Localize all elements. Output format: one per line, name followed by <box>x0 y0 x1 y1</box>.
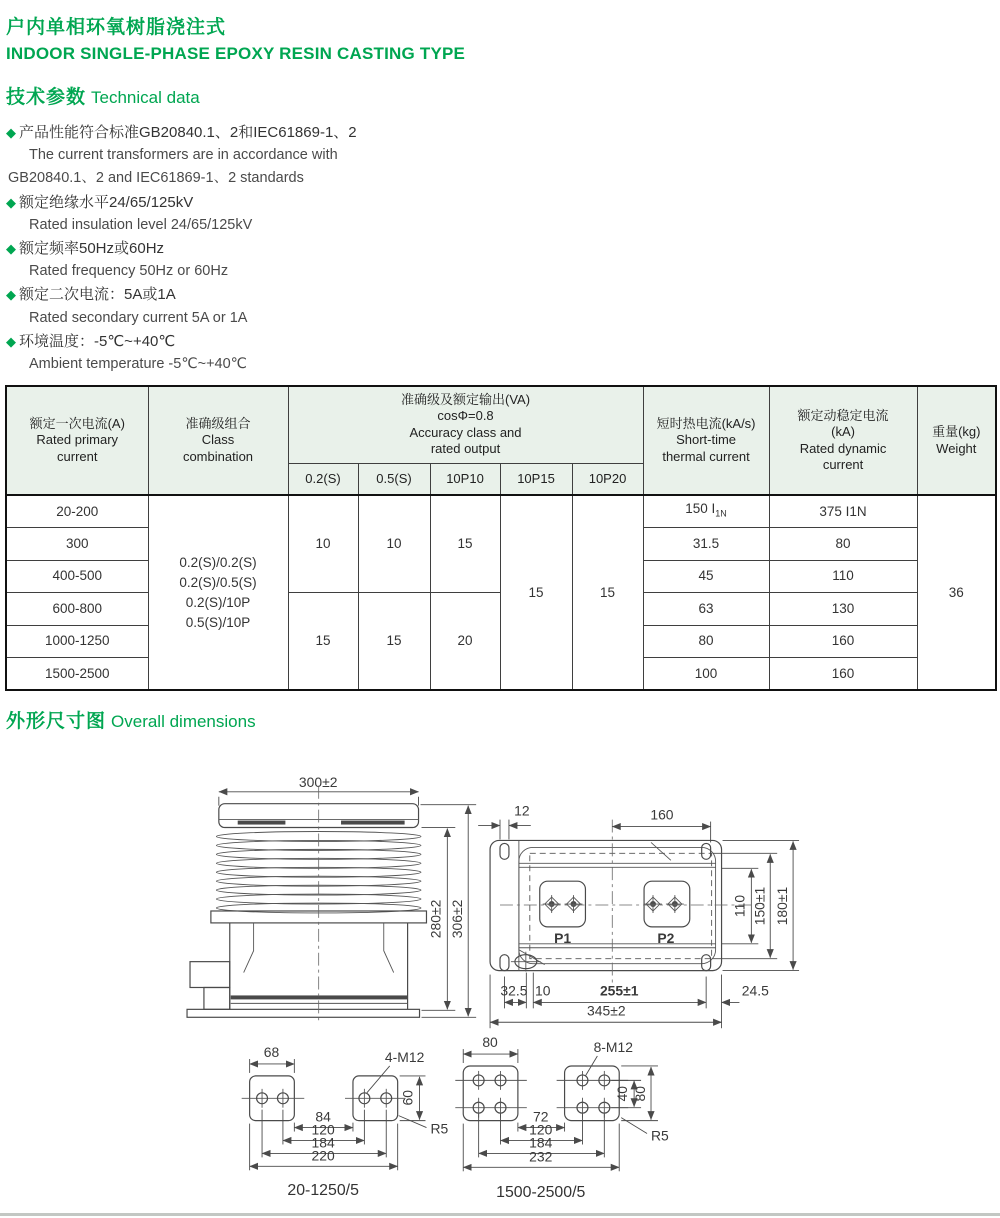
header-class-10p10: 10P10 <box>430 463 500 495</box>
header-line: 额定一次电流(A) <box>29 415 125 431</box>
bullet-standards-en-2: GB20840.1、2 and IEC61869-1、2 standards <box>8 170 304 187</box>
value-subscript: 1N <box>715 508 727 519</box>
diamond-bullet-icon: ◆ <box>6 125 16 140</box>
page-header <box>6 12 465 64</box>
dim-label-80-top: 80 <box>482 1034 498 1051</box>
radius-label-r5: R5 <box>430 1120 449 1137</box>
terminal-detail-large-drawing <box>455 1034 669 1201</box>
header-line: Weight <box>936 440 977 456</box>
cell-dynamic: 130 <box>769 593 917 626</box>
page-bottom-divider <box>0 1213 1000 1216</box>
header-line: current <box>822 457 864 472</box>
dim-label-184: 184 <box>529 1134 553 1151</box>
dim-label-40: 40 <box>614 1086 631 1102</box>
dim-label-300: 300±2 <box>298 773 338 790</box>
dim-label-255: 255±1 <box>599 982 639 999</box>
header-line: 准确级及额定输出(VA) <box>401 391 531 407</box>
technical-data-list <box>6 121 357 376</box>
section-heading-technical-data <box>6 82 200 109</box>
bullet-ambient-temp-en: Ambient temperature -5℃~+40℃ <box>29 356 247 373</box>
cell-acc-10p15: 15 <box>500 495 572 690</box>
bullet-text: 产品性能符合标准GB20840.1、2和IEC61869-1、2 <box>19 124 357 141</box>
header-line: 重量(kg) <box>932 424 981 439</box>
header-line: thermal current <box>662 448 750 464</box>
cell-dynamic: 160 <box>769 658 917 691</box>
terminal-label-p1: P1 <box>554 929 572 946</box>
technical-data-table <box>5 385 997 691</box>
dim-label-12: 12 <box>514 802 530 819</box>
drawing-caption-large: 1500-2500/5 <box>496 1184 586 1202</box>
cell-primary: 400-500 <box>6 560 148 593</box>
diamond-bullet-icon: ◆ <box>6 241 16 257</box>
bullet-secondary-current-en: Rated secondary current 5A or 1A <box>29 309 248 326</box>
header-short-time-current <box>643 386 769 495</box>
dim-label-150: 150±1 <box>751 886 768 926</box>
dim-label-60: 60 <box>399 1090 416 1106</box>
cell-short-time: 63 <box>643 593 769 626</box>
dim-label-180: 180±1 <box>774 886 791 926</box>
header-line: 额定动稳定电流 <box>797 407 889 423</box>
header-line: Rated primary <box>36 432 119 448</box>
cell-primary: 1500-2500 <box>6 658 148 691</box>
section-heading-en: Technical data <box>91 88 200 107</box>
bullet-text: 环境温度：-5℃~+40℃ <box>19 332 176 350</box>
header-class-05s: 0.5(S) <box>358 463 430 495</box>
cell-primary: 600-800 <box>6 593 148 626</box>
section-heading-zh: 技术参数 <box>6 87 87 108</box>
dim-label-120: 120 <box>311 1121 335 1138</box>
combo-line: 0.2(S)/0.5(S) <box>179 574 257 590</box>
dim-label-184: 184 <box>311 1134 335 1151</box>
dim-label-280: 280±2 <box>427 899 444 939</box>
page-title-zh: 户内单相环氧树脂浇注式 <box>6 17 227 38</box>
dim-label-160: 160 <box>650 806 674 823</box>
dim-label-68: 68 <box>263 1044 280 1061</box>
cell-short-time: 100 <box>643 658 769 691</box>
value-base: 150 I <box>685 501 716 517</box>
thread-label-8-m12: 8-M12 <box>593 1039 633 1056</box>
header-line: Rated dynamic <box>799 440 887 456</box>
cell-primary: 300 <box>6 528 148 561</box>
dim-label-32-5: 32.5 <box>500 982 528 999</box>
overall-dimensions-drawings <box>0 755 1000 1215</box>
header-line: cosΦ=0.8 <box>437 408 494 424</box>
cell-primary: 20-200 <box>6 495 148 528</box>
terminal-hole-icon <box>565 895 583 913</box>
header-class-10p20: 10P20 <box>572 463 643 495</box>
cell-dynamic: 375 I1N <box>769 495 917 528</box>
dim-label-110: 110 <box>731 894 748 918</box>
bullet-insulation-en: Rated insulation level 24/65/125kV <box>29 216 253 233</box>
header-class-10p15: 10P15 <box>500 463 572 495</box>
terminal-detail-small-drawing <box>242 1044 449 1199</box>
dim-label-232: 232 <box>529 1148 553 1165</box>
header-class-02s: 0.2(S) <box>288 463 358 495</box>
terminal-label-p2: P2 <box>657 929 675 946</box>
cell-class-combination <box>148 495 288 690</box>
cell-primary: 1000-1250 <box>6 625 148 658</box>
top-view-drawing <box>478 803 799 1029</box>
combo-line: 0.2(S)/0.2(S) <box>179 554 257 570</box>
dim-label-72: 72 <box>533 1108 549 1125</box>
diamond-bullet-icon: ◆ <box>6 287 16 303</box>
header-line: combination <box>182 448 254 464</box>
dim-label-345: 345±2 <box>587 1002 626 1019</box>
cell-short-time: 31.5 <box>643 528 769 561</box>
cell-acc-10p10-upper: 15 <box>430 495 500 593</box>
cell-short-time: 45 <box>643 560 769 593</box>
dim-label-10: 10 <box>534 982 551 999</box>
header-primary-current <box>6 386 148 495</box>
page-title-en: INDOOR SINGLE-PHASE EPOXY RESIN CASTING TYPE <box>6 44 466 63</box>
bullet-secondary-current-zh <box>6 283 357 306</box>
header-line: 准确级组合 <box>185 415 251 431</box>
cell-short-time <box>643 495 769 528</box>
header-dynamic-current <box>769 386 917 495</box>
bullet-insulation-zh <box>6 191 357 214</box>
section-heading-zh: 外形尺寸图 <box>6 711 107 732</box>
header-line: (kA) <box>831 424 855 439</box>
cell-dynamic: 160 <box>769 625 917 658</box>
bullet-text: 额定二次电流：5A或1A <box>19 286 176 304</box>
bullet-text: 额定频率50Hz或60Hz <box>19 240 165 258</box>
header-line: Accuracy class and <box>409 424 522 440</box>
dim-label-220: 220 <box>311 1147 335 1164</box>
combo-line: 0.5(S)/10P <box>185 614 251 630</box>
header-accuracy-output <box>288 386 643 463</box>
table-row <box>6 495 996 528</box>
cell-acc-05s-upper: 10 <box>358 495 430 593</box>
dim-label-24-5: 24.5 <box>741 982 769 999</box>
cell-acc-10p20: 15 <box>572 495 643 690</box>
diamond-bullet-icon: ◆ <box>6 194 16 210</box>
cell-short-time: 80 <box>643 625 769 658</box>
cell-acc-02s-upper: 10 <box>288 495 358 593</box>
terminal-hole-icon <box>666 895 684 913</box>
header-line: current <box>57 448 98 464</box>
cell-acc-10p10-lower: 20 <box>430 593 500 691</box>
bullet-frequency-en: Rated frequency 50Hz or 60Hz <box>29 263 229 280</box>
bullet-frequency-zh <box>6 237 357 260</box>
header-line: Class <box>201 432 235 448</box>
header-class-combination <box>148 386 288 495</box>
dim-label-84: 84 <box>315 1108 331 1125</box>
bullet-standards-en-1: The current transformers are in accordance with <box>29 147 338 164</box>
dim-label-120: 120 <box>529 1121 553 1138</box>
combo-line: 0.2(S)/10P <box>185 594 251 610</box>
header-line: rated output <box>430 441 501 457</box>
drawing-caption-small: 20-1250/5 <box>287 1182 359 1200</box>
header-line: Short-time <box>676 432 737 448</box>
radius-label-r5: R5 <box>651 1127 669 1144</box>
side-view-drawing <box>187 774 476 1024</box>
cell-acc-02s-lower: 15 <box>288 593 358 691</box>
cell-dynamic: 110 <box>769 560 917 593</box>
dim-label-80-side: 80 <box>632 1086 649 1102</box>
section-heading-overall-dimensions <box>6 706 256 733</box>
cell-dynamic: 80 <box>769 528 917 561</box>
bullet-text: 额定绝缘水平24/65/125kV <box>19 193 194 211</box>
terminal-hole-icon <box>543 895 561 913</box>
terminal-hole-icon <box>644 895 662 913</box>
bullet-standards-zh <box>6 121 357 144</box>
cell-acc-05s-lower: 15 <box>358 593 430 691</box>
section-heading-en: Overall dimensions <box>111 712 256 731</box>
cell-weight: 36 <box>917 495 996 690</box>
diamond-bullet-icon: ◆ <box>6 333 16 349</box>
bullet-ambient-temp-zh <box>6 330 357 353</box>
dim-label-306: 306±2 <box>449 899 466 939</box>
header-weight <box>917 386 996 495</box>
header-line: 短时热电流(kA/s) <box>656 415 756 431</box>
thread-label-4-m12: 4-M12 <box>384 1048 425 1065</box>
